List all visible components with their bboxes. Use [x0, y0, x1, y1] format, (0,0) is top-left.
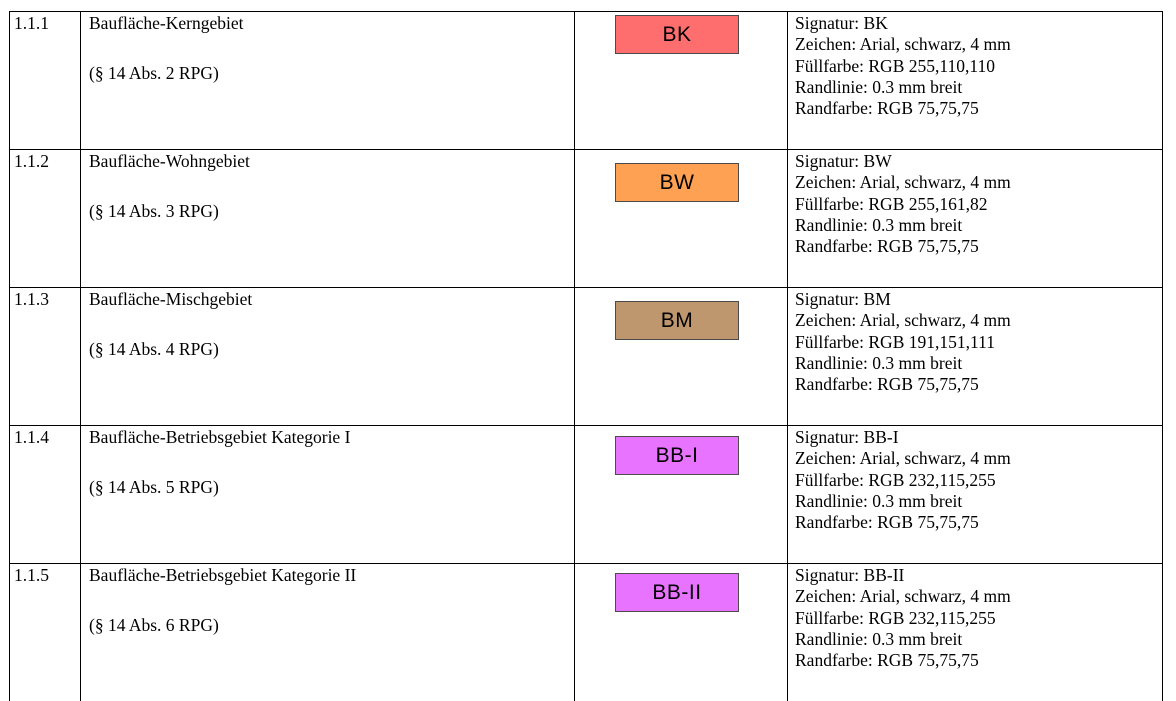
desc-randfarbe: Randfarbe: RGB 75,75,75 — [795, 236, 979, 257]
row-number: 1.1.2 — [14, 151, 49, 171]
desc-randlinie: Randlinie: 0.3 mm breit — [795, 490, 963, 511]
table-row — [10, 564, 1163, 701]
legal-reference: (§ 14 Abs. 3 RPG) — [89, 201, 219, 221]
desc-fuellfarbe: Füllfarbe: RGB 255,161,82 — [795, 193, 988, 214]
row-description-cell — [788, 564, 1163, 701]
table-row — [10, 12, 1163, 150]
desc-signatur: Signatur: BK — [795, 13, 888, 33]
row-name-cell — [81, 426, 575, 564]
row-symbol-cell — [575, 12, 788, 150]
row-number: 1.1.1 — [14, 13, 49, 33]
desc-fuellfarbe: Füllfarbe: RGB 191,151,111 — [795, 331, 995, 352]
row-number-cell — [10, 564, 81, 701]
legal-reference: (§ 14 Abs. 4 RPG) — [89, 339, 219, 359]
desc-zeichen: Zeichen: Arial, schwarz, 4 mm — [795, 448, 1011, 469]
desc-randlinie: Randlinie: 0.3 mm breit — [795, 76, 963, 97]
row-description-cell — [788, 12, 1163, 150]
zone-symbol: BB-I — [615, 436, 739, 475]
row-name-cell — [81, 288, 575, 426]
zone-name: Baufläche-Betriebsgebiet Kategorie I — [89, 427, 351, 447]
row-symbol-cell — [575, 564, 788, 701]
zone-name: Baufläche-Mischgebiet — [89, 289, 253, 309]
row-name-cell — [81, 564, 575, 701]
zone-symbol: BW — [615, 163, 739, 202]
zone-name: Baufläche-Kerngebiet — [89, 13, 244, 33]
desc-randfarbe: Randfarbe: RGB 75,75,75 — [795, 374, 979, 395]
desc-randlinie: Randlinie: 0.3 mm breit — [795, 628, 963, 649]
desc-randfarbe: Randfarbe: RGB 75,75,75 — [795, 650, 979, 671]
desc-zeichen: Zeichen: Arial, schwarz, 4 mm — [795, 586, 1011, 607]
row-name-cell — [81, 12, 575, 150]
legal-reference: (§ 14 Abs. 6 RPG) — [89, 615, 219, 635]
row-number: 1.1.5 — [14, 565, 49, 585]
row-description-cell — [788, 150, 1163, 288]
row-name-cell — [81, 150, 575, 288]
desc-fuellfarbe: Füllfarbe: RGB 255,110,110 — [795, 55, 995, 76]
desc-zeichen: Zeichen: Arial, schwarz, 4 mm — [795, 34, 1011, 55]
row-number: 1.1.3 — [14, 289, 49, 309]
desc-fuellfarbe: Füllfarbe: RGB 232,115,255 — [795, 607, 996, 628]
row-number-cell — [10, 288, 81, 426]
zone-name: Baufläche-Betriebsgebiet Kategorie II — [89, 565, 357, 585]
zone-symbol: BB-II — [615, 573, 739, 612]
legal-reference: (§ 14 Abs. 5 RPG) — [89, 477, 219, 497]
zone-symbol: BK — [615, 15, 739, 54]
zone-symbol: BM — [615, 301, 739, 340]
row-symbol-cell — [575, 426, 788, 564]
row-number: 1.1.4 — [14, 427, 49, 447]
desc-zeichen: Zeichen: Arial, schwarz, 4 mm — [795, 310, 1011, 331]
legal-reference: (§ 14 Abs. 2 RPG) — [89, 63, 219, 83]
row-symbol-cell — [575, 288, 788, 426]
legend-table-body — [10, 12, 1163, 701]
row-number-cell — [10, 12, 81, 150]
desc-fuellfarbe: Füllfarbe: RGB 232,115,255 — [795, 469, 996, 490]
desc-signatur: Signatur: BB-II — [795, 565, 905, 585]
row-number-cell — [10, 426, 81, 564]
table-row — [10, 288, 1163, 426]
desc-randfarbe: Randfarbe: RGB 75,75,75 — [795, 512, 979, 533]
row-number-cell — [10, 150, 81, 288]
row-description-cell — [788, 288, 1163, 426]
desc-zeichen: Zeichen: Arial, schwarz, 4 mm — [795, 172, 1011, 193]
row-description-cell — [788, 426, 1163, 564]
desc-signatur: Signatur: BB-I — [795, 427, 899, 447]
zone-name: Baufläche-Wohngebiet — [89, 151, 250, 171]
table-row — [10, 150, 1163, 288]
table-row — [10, 426, 1163, 564]
desc-randlinie: Randlinie: 0.3 mm breit — [795, 352, 963, 373]
desc-signatur: Signatur: BW — [795, 151, 892, 171]
desc-signatur: Signatur: BM — [795, 289, 891, 309]
desc-randfarbe: Randfarbe: RGB 75,75,75 — [795, 98, 979, 119]
desc-randlinie: Randlinie: 0.3 mm breit — [795, 214, 963, 235]
row-symbol-cell — [575, 150, 788, 288]
legend-table — [9, 11, 1163, 701]
